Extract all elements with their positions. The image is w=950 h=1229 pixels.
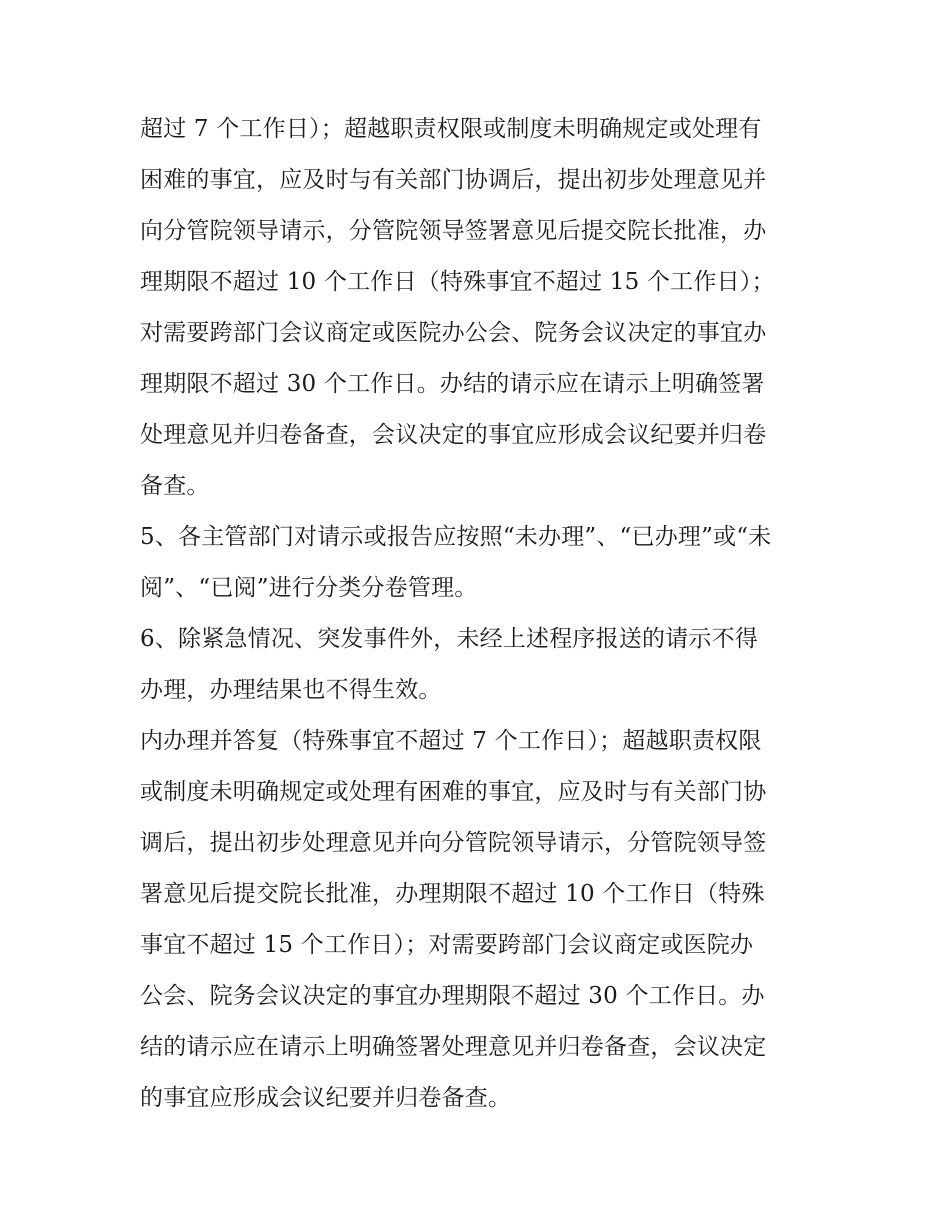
text-line: 内办理并答复（特殊事宜不超过 7 个工作日）；超越职责权限 [140,728,762,754]
text-line: 向分管院领导请示，分管院领导签署意见后提交院长批准，办 [140,218,767,244]
document-body [140,104,820,1124]
text-line: 结的请示应在请示上明确签署处理意见并归卷备查，会议决定 [140,1034,767,1060]
text-line: 备查。 [140,473,210,499]
text-line: 处理意见并归卷备查，会议决定的事宜应形成会议纪要并归卷 [140,422,767,448]
text-line: 超过 7 个工作日）；超越职责权限或制度未明确规定或处理有 [140,116,762,142]
text-line: 阅”、“已阅”进行分类分卷管理。 [140,575,478,601]
text-line: 署意见后提交院长批准，办理期限不超过 10 个工作日（特殊 [140,881,765,907]
text-line: 调后，提出初步处理意见并向分管院领导请示，分管院领导签 [140,830,767,856]
text-line: 办理，办理结果也不得生效。 [140,677,442,703]
text-line: 或制度未明确规定或处理有困难的事宜，应及时与有关部门协 [140,779,767,805]
text-line: 的事宜应形成会议纪要并归卷备查。 [140,1085,512,1111]
text-line: 理期限不超过 10 个工作日（特殊事宜不超过 15 个工作日）； [140,269,775,295]
text-line: 事宜不超过 15 个工作日）；对需要跨部门会议商定或医院办 [140,932,754,958]
text-line: 公会、院务会议决定的事宜办理期限不超过 30 个工作日。办 [140,983,765,1009]
text-line: 困难的事宜，应及时与有关部门协调后，提出初步处理意见并 [140,167,767,193]
text-line: 6、除紧急情况、突发事件外，未经上述程序报送的请示不得 [140,626,759,652]
text-line: 对需要跨部门会议商定或医院办公会、院务会议决定的事宜办 [140,320,767,346]
text-line: 5、各主管部门对请示或报告应按照“未办理”、“已办理”或“未 [140,524,772,550]
text-line: 理期限不超过 30 个工作日。办结的请示应在请示上明确签署 [140,371,765,397]
